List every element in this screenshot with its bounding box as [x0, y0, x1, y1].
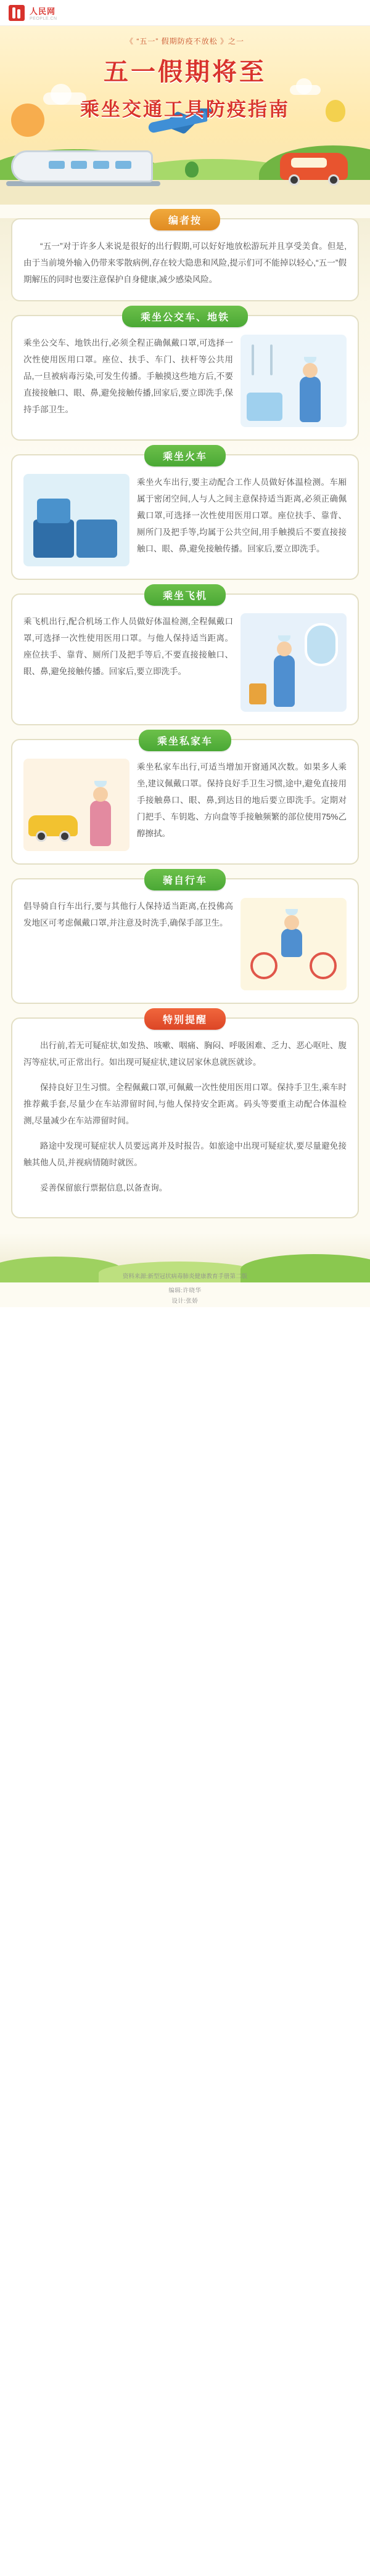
- hero-illustration: [0, 112, 370, 205]
- section-special-reminder: [11, 1017, 359, 1218]
- source-credit: 资料来源:新型冠状病毒肺炎健康教育手册第二版: [122, 1273, 248, 1280]
- series-badge: 《 “五一” 假期防疫不放松 》之一: [126, 37, 244, 46]
- section-private-car: [11, 736, 359, 865]
- paragraph: “五一”对于许多人来说是很好的出行假期,可以好好地放松游玩并且享受美食。但是,由于当前境外输入仍带来零散病例,存在较大隐患和风险,提示们可不能掉以轻心,“五一”假期解压的同时也要注意保护自身健康,减少感染风险。: [23, 242, 347, 284]
- hero-banner: [0, 26, 370, 205]
- train-icon: [11, 150, 153, 182]
- airplane-cabin-illustration: [240, 613, 347, 712]
- section-title: 特别提醒: [144, 1008, 226, 1030]
- page-subtitle: 乘坐交通工具防疫指南: [80, 99, 290, 120]
- section-title: 骑自行车: [144, 869, 226, 891]
- paragraph: 保持良好卫生习惯。全程佩戴口罩,可佩戴一次性使用医用口罩。保持手卫生,乘车时推荐戴手套,尽量少在车站滞留时间,与他人保持安全距离。码头等要重主动配合体温检测,尽量减少在车站滞留时间。: [23, 1083, 347, 1125]
- section-bus-subway: [11, 312, 359, 441]
- page-footer: [0, 1233, 370, 1307]
- hill-decoration: [240, 1254, 370, 1285]
- paragraph: 路途中发现可疑症状人员要远离并及时报告。如旅途中出现可疑症状,要尽量避免接触其他人员,并视病情随时就医。: [23, 1141, 347, 1167]
- paragraph: 妥善保留旅行票据信息,以备查询。: [40, 1183, 168, 1192]
- section-title: 编者按: [150, 209, 220, 230]
- editor-credit: 编辑:许晓华: [168, 1287, 202, 1294]
- page-title: 五一假期将至: [104, 59, 266, 86]
- section-title: 乘坐公交车、地铁: [122, 306, 248, 327]
- bicycle-illustration: [240, 898, 347, 990]
- paragraph: 乘坐火车出行,要主动配合工作人员做好体温检测。车厢属于密闭空间,人与人之间主意保持适当距离,必须正确佩戴口罩,可选择一次性使用医用口罩。座位扶手、靠背、厕所门及把手等,均属于公共空间,用手触摸后不要直接接触口、眼、鼻,避免接触传播。回家后,要立即洗手。: [137, 478, 347, 553]
- section-title: 乘坐火车: [144, 445, 226, 467]
- section-title: 乘坐飞机: [144, 584, 226, 606]
- private-car-illustration: [23, 759, 130, 851]
- section-title: 乘坐私家车: [139, 730, 231, 751]
- paragraph: 乘坐公交车、地铁出行,必须全程正确佩戴口罩,可选择一次性使用医用口罩。座位、扶手、车门、扶杆等公共用品,一旦被病毒污染,可发生传播。手触摸这些地方后,不要直接接触口、眼、鼻,避免接触传播,回家后,要立即洗手,保持手部卫生。: [23, 338, 233, 414]
- article-body: [0, 218, 370, 1218]
- section-bicycle: [11, 878, 359, 1004]
- brand-subtitle: PEOPLE.CN: [30, 16, 57, 21]
- paragraph: 出行前,若无可疑症状,如发热、咳嗽、咽痛、胸闷、呼吸困难、乏力、恶心呕吐、腹泻等症状,可正常出行。如出现可疑症状,建议居家休息就医就诊。: [23, 1041, 347, 1067]
- site-header: [0, 0, 370, 26]
- brand-name: 人民网: [30, 6, 56, 16]
- section-airplane: [11, 593, 359, 725]
- section-train: [11, 454, 359, 580]
- bus-subway-illustration: [240, 335, 347, 427]
- people-cn-logo-icon: [9, 5, 25, 21]
- section-editor-note: [11, 218, 359, 301]
- paragraph: 乘飞机出行,配合机场工作人员做好体温检测,全程佩戴口罩,可选择一次性使用医用口罩。与他人保持适当距离。座位扶手、靠背、厕所门及把手等后,不要直接接触口、眼、鼻,避免接触传播。回家后,要立即洗手。: [23, 617, 233, 676]
- train-seat-illustration: [23, 474, 130, 566]
- designer-credit: 设计:张娇: [171, 1297, 199, 1305]
- car-icon: [280, 153, 348, 180]
- paragraph: 倡导骑自行车出行,要与其他行人保持适当距离,在投佛高发地区可考虑佩戴口罩,并注意及时洗手,确保手部卫生。: [23, 902, 233, 927]
- paragraph: 乘坐私家车出行,可适当增加开窗通风次数。如果多人乘坐,建议佩戴口罩。保持良好手卫生习惯,途中,避免直接用手接触鼻口、眼、鼻,到达目的地后要立即洗手。定期对门把手、车钥匙、方向盘等手接触频繁的部位使用75%乙醇擦拭。: [137, 762, 347, 838]
